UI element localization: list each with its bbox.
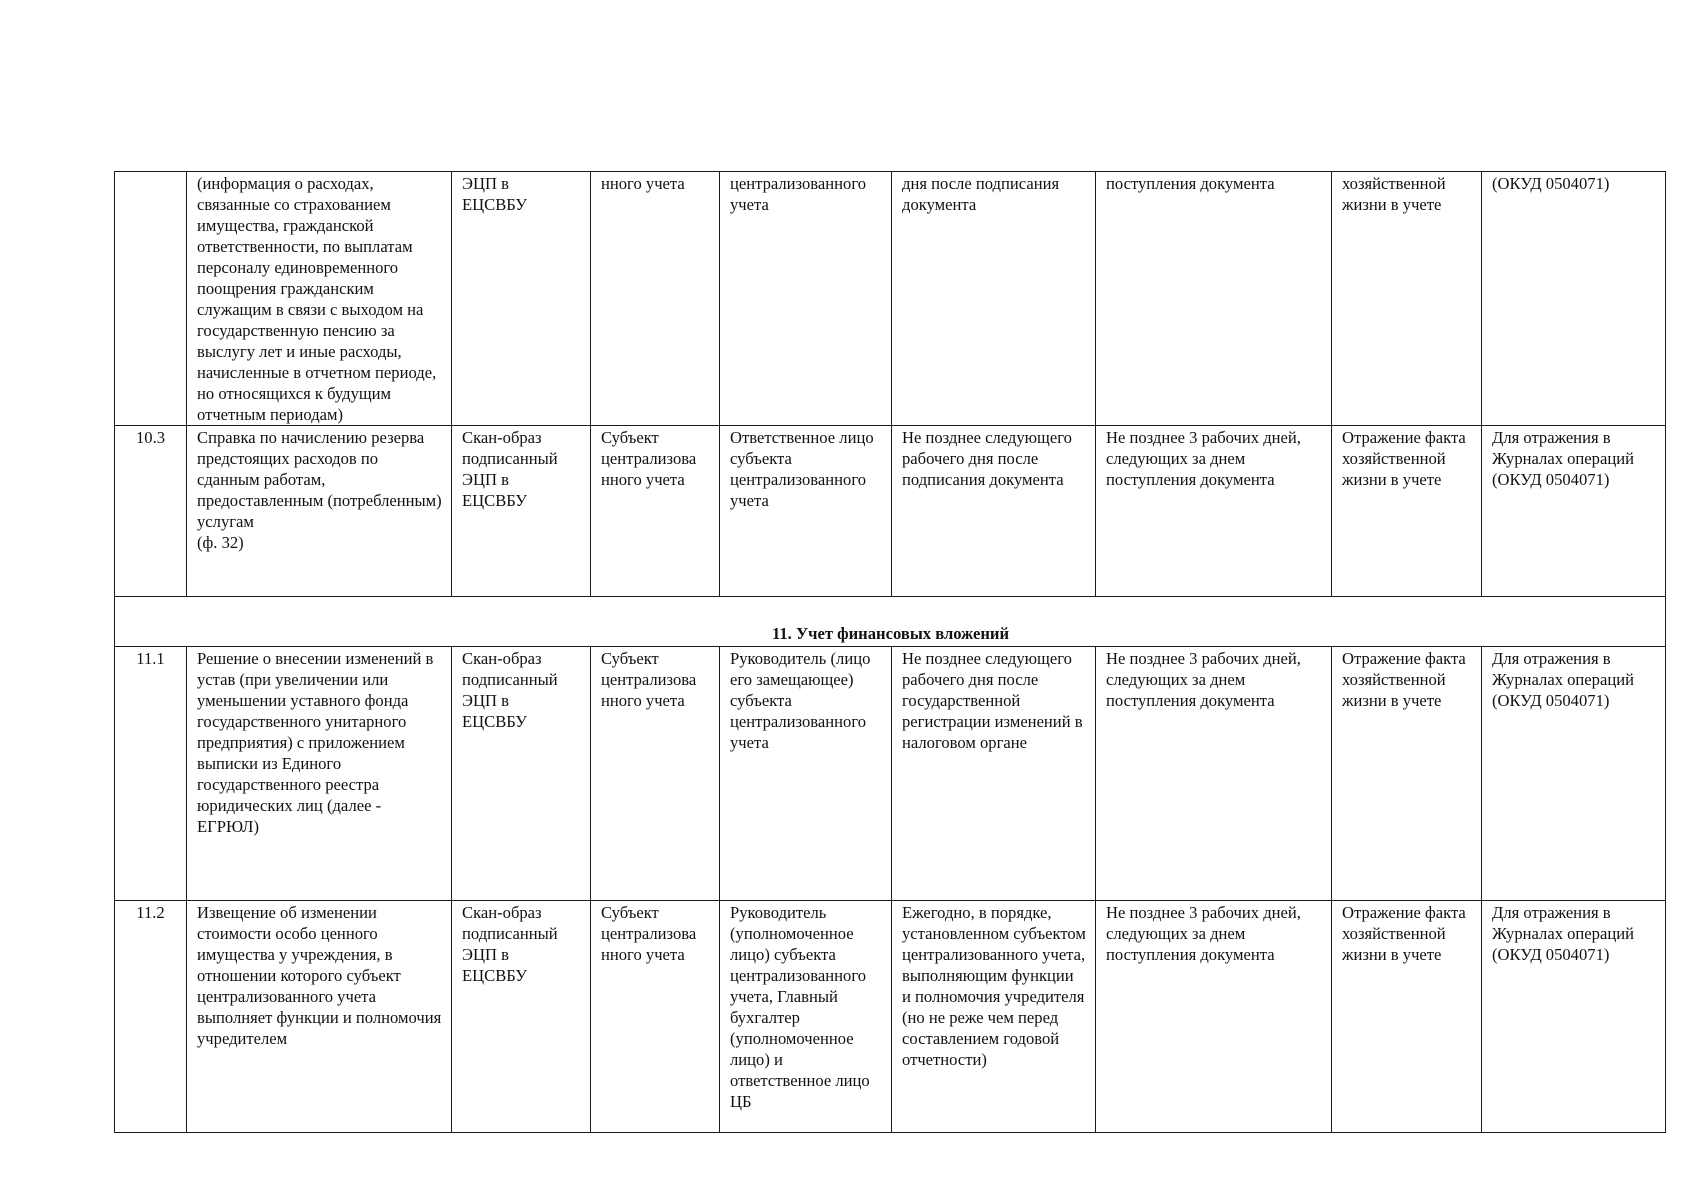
document-format-cell: Скан-образ подписанный ЭЦП в ЕЦСВБУ bbox=[452, 647, 591, 901]
submission-deadline-cell: Ежегодно, в порядке, установленном субъектом централизованного учета, выполняющим функции и полномочия учредителя (но не реже чем перед составлением годовой отчетности) bbox=[892, 901, 1096, 1133]
document-creator-cell: нного учета bbox=[591, 172, 720, 426]
purpose-cell: Для отражения в Журналах операций (ОКУД 0504071) bbox=[1482, 901, 1666, 1133]
submission-deadline-cell: Не позднее следующего рабочего дня после государственной регистрации изменений в налоговом органе bbox=[892, 647, 1096, 901]
section-header-row bbox=[115, 597, 1666, 647]
document-creator-cell: Субъект централизова нного учета bbox=[591, 901, 720, 1133]
reflection-cell: хозяйственной жизни в учете bbox=[1332, 172, 1482, 426]
document-format-cell: ЭЦП в ЕЦСВБУ bbox=[452, 172, 591, 426]
processing-deadline-cell: поступления документа bbox=[1096, 172, 1332, 426]
document-name-cell: Извещение об изменении стоимости особо ценного имущества у учреждения, в отношении которого субъект централизованного учета выполняет функции и полномочия учредителем bbox=[187, 901, 452, 1133]
document-name-cell: (информация о расходах, связанные со страхованием имущества, гражданской ответственности, по выплатам персоналу единовременного поощрения гражданским служащим в связи с выходом на государственную пенсию за выслугу лет и иные расходы, начисленные в отчетном периоде, но относящихся к будущим отчетным периодам) bbox=[187, 172, 452, 426]
reflection-cell: Отражение факта хозяйственной жизни в учете bbox=[1332, 647, 1482, 901]
purpose-cell: Для отражения в Журналах операций (ОКУД 0504071) bbox=[1482, 426, 1666, 597]
responsible-person-cell: Руководитель (лицо его замещающее) субъекта централизованного учета bbox=[720, 647, 892, 901]
document-table bbox=[114, 171, 1666, 1133]
table-row bbox=[115, 426, 1666, 597]
responsible-person-cell: Руководитель (уполномоченное лицо) субъекта централизованного учета, Главный бухгалтер (уполномоченное лицо) и ответственное лицо ЦБ bbox=[720, 901, 892, 1133]
reflection-cell: Отражение факта хозяйственной жизни в учете bbox=[1332, 426, 1482, 597]
processing-deadline-cell: Не позднее 3 рабочих дней, следующих за днем поступления документа bbox=[1096, 647, 1332, 901]
processing-deadline-cell: Не позднее 3 рабочих дней, следующих за днем поступления документа bbox=[1096, 901, 1332, 1133]
row-number-cell: 10.3 bbox=[115, 426, 187, 597]
section-title: 11. Учет финансовых вложений bbox=[115, 597, 1666, 647]
submission-deadline-cell: Не позднее следующего рабочего дня после подписания документа bbox=[892, 426, 1096, 597]
row-number-cell: 11.1 bbox=[115, 647, 187, 901]
document-name-cell: Справка по начислению резерва предстоящих расходов по сданным работам, предоставленным (потребленным) услугам (ф. 32) bbox=[187, 426, 452, 597]
document-creator-cell: Субъект централизова нного учета bbox=[591, 426, 720, 597]
document-creator-cell: Субъект централизова нного учета bbox=[591, 647, 720, 901]
reflection-cell: Отражение факта хозяйственной жизни в учете bbox=[1332, 901, 1482, 1133]
submission-deadline-cell: дня после подписания документа bbox=[892, 172, 1096, 426]
processing-deadline-cell: Не позднее 3 рабочих дней, следующих за днем поступления документа bbox=[1096, 426, 1332, 597]
table-row bbox=[115, 901, 1666, 1133]
responsible-person-cell: централизованного учета bbox=[720, 172, 892, 426]
responsible-person-cell: Ответственное лицо субъекта централизованного учета bbox=[720, 426, 892, 597]
row-number-cell bbox=[115, 172, 187, 426]
document-format-cell: Скан-образ подписанный ЭЦП в ЕЦСВБУ bbox=[452, 426, 591, 597]
document-format-cell: Скан-образ подписанный ЭЦП в ЕЦСВБУ bbox=[452, 901, 591, 1133]
row-number-cell: 11.2 bbox=[115, 901, 187, 1133]
table-row bbox=[115, 647, 1666, 901]
document-name-cell: Решение о внесении изменений в устав (при увеличении или уменьшении уставного фонда государственного унитарного предприятия) с приложением выписки из Единого государственного реестра юридических лиц (далее - ЕГРЮЛ) bbox=[187, 647, 452, 901]
purpose-cell: (ОКУД 0504071) bbox=[1482, 172, 1666, 426]
purpose-cell: Для отражения в Журналах операций (ОКУД 0504071) bbox=[1482, 647, 1666, 901]
table-row bbox=[115, 172, 1666, 426]
